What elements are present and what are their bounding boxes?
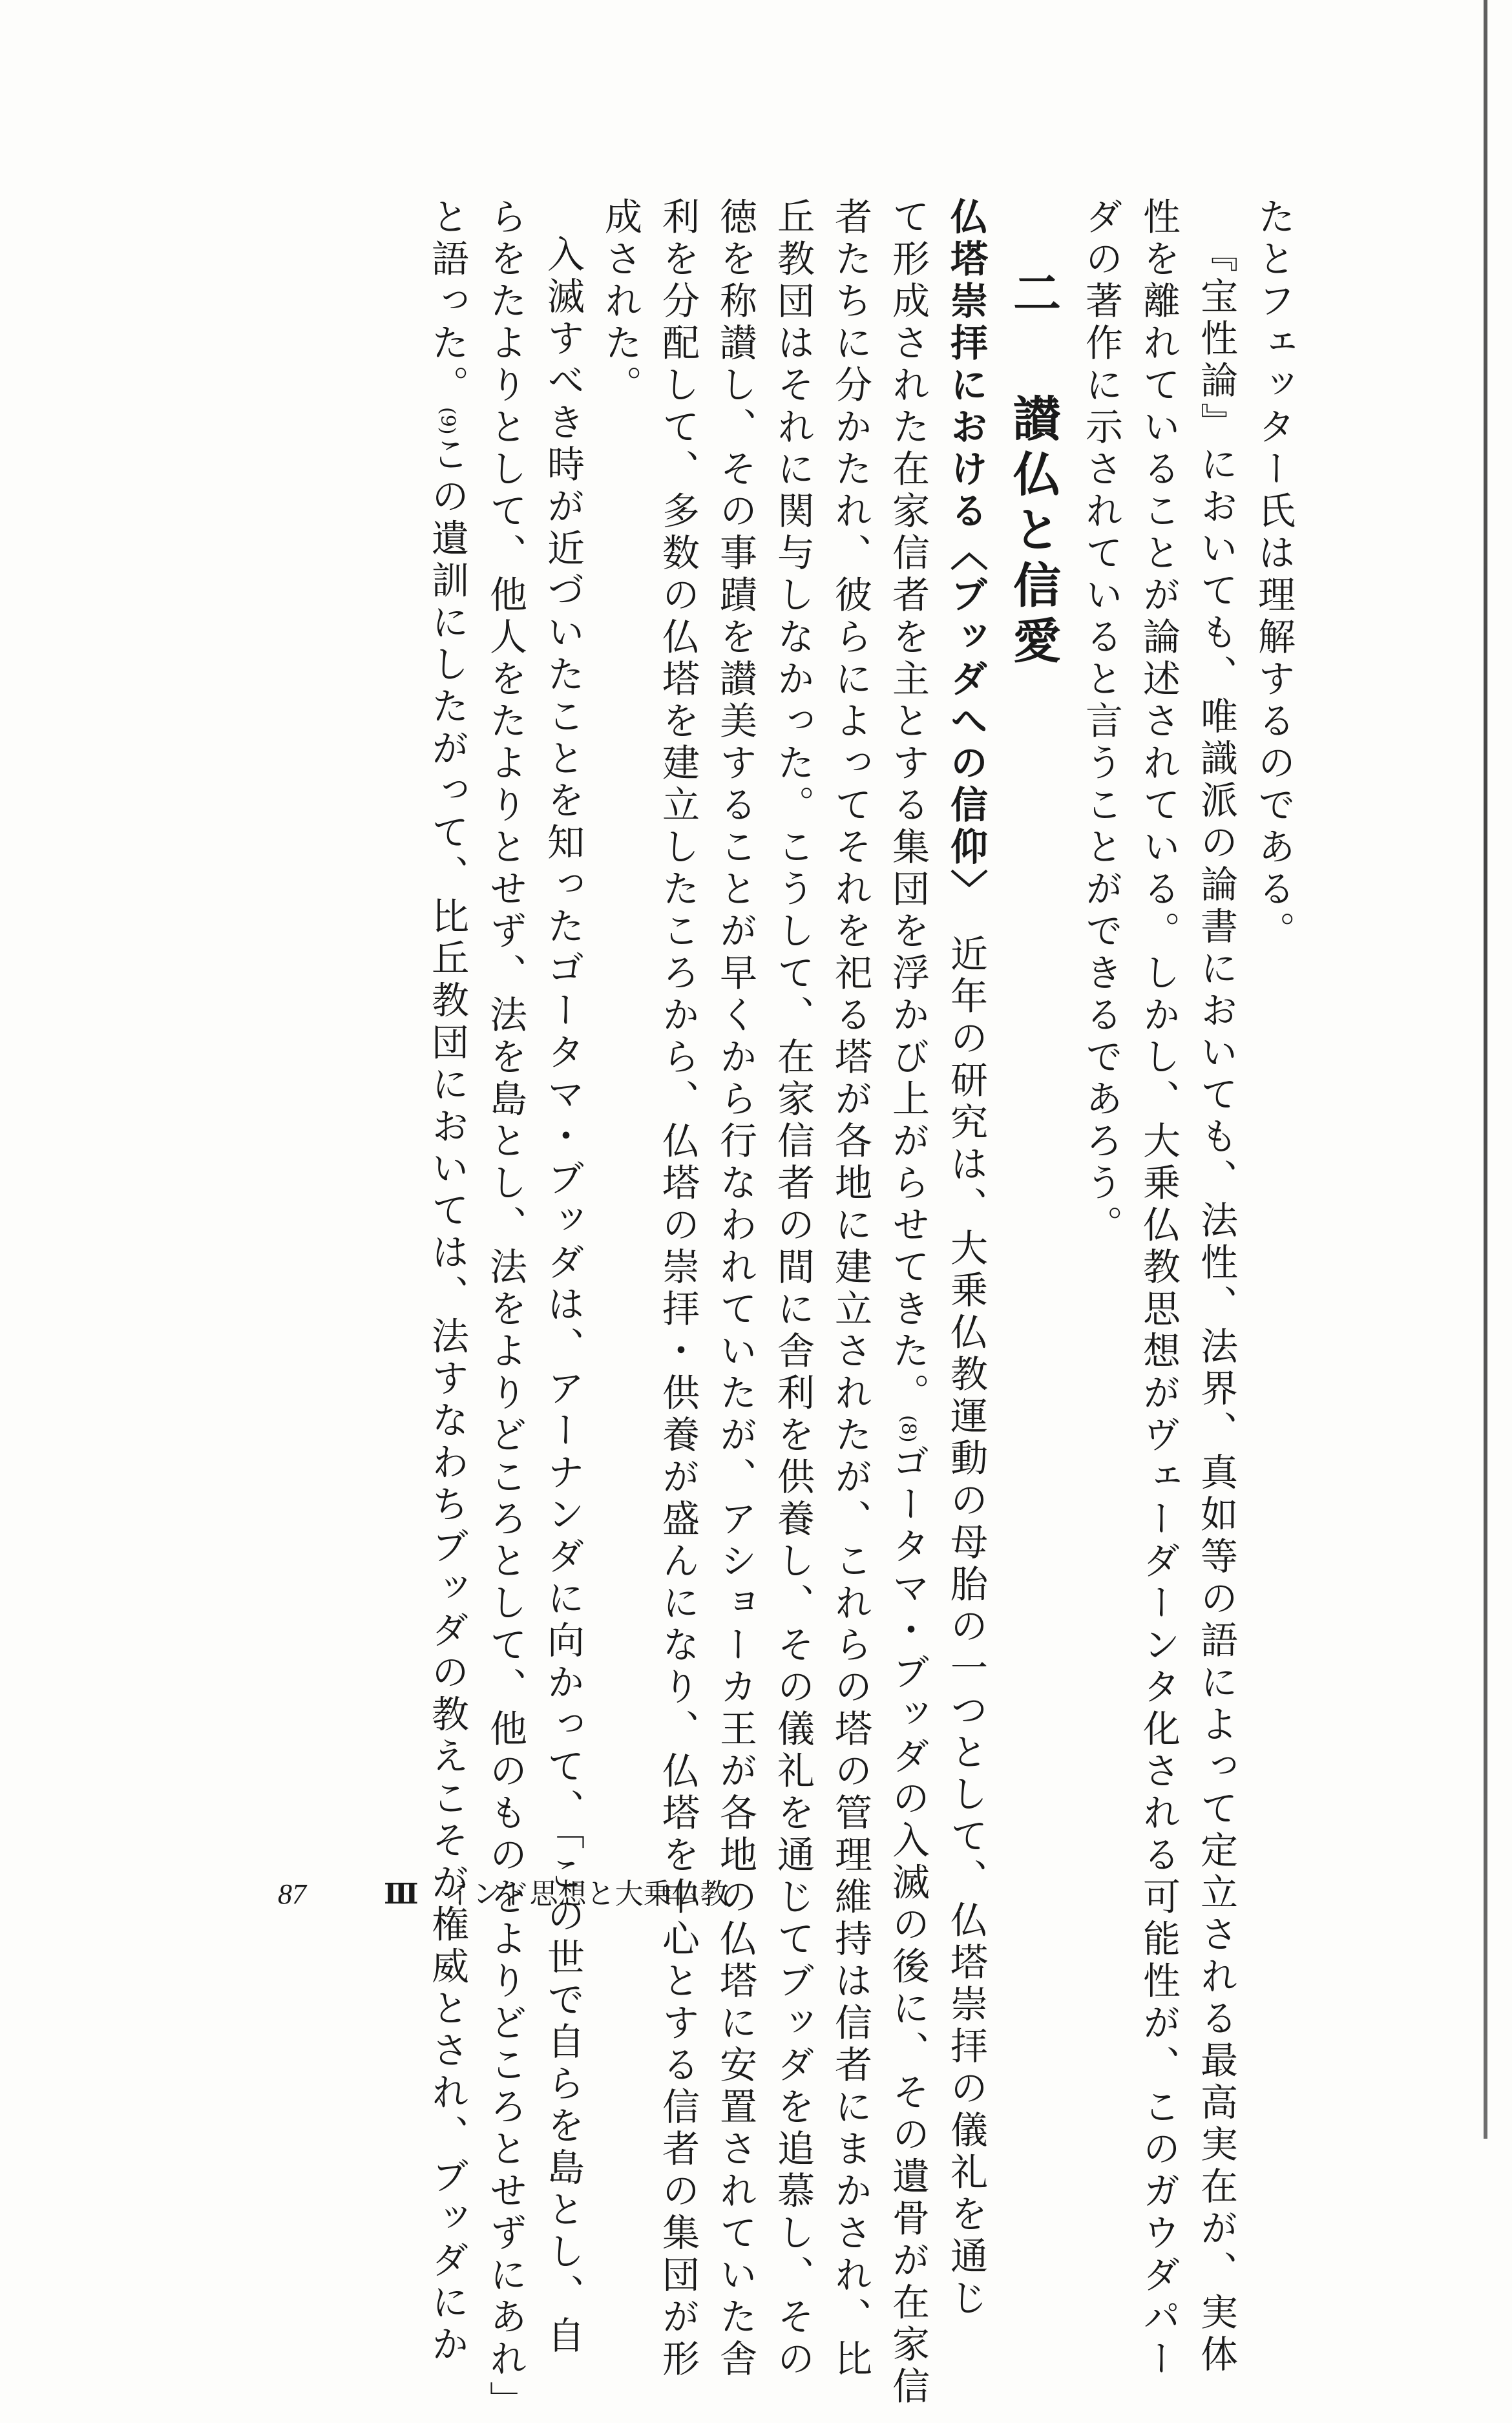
subheading: 仏塔崇拝における〈ブッダへの信仰〉: [944, 197, 988, 892]
text-line: 利を分配して、多数の仏塔を建立したころから、仏塔の崇拝・供養が盛んになり、仏塔を中心とする信者の集団が形: [656, 197, 700, 2381]
text-line: 『宝性論』においても、唯識派の論書においても、法性、法界、真如等の語によって定立される最高実在が、実体: [1194, 235, 1238, 2376]
chapter-title: インド思想と大乗仏教: [444, 1878, 729, 1911]
text-run: と語った。: [425, 197, 469, 407]
text-run: この遺訓にしたがって、比丘教団においては、法すなわちブッダの教えこそが権威とされ、ブッダにか: [425, 434, 469, 2367]
part-number: Ⅲ: [384, 1878, 419, 1911]
text-line: 成された。: [598, 197, 642, 407]
text-run: て形成された在家信者を主とする集団を浮かび上がらせてきた。: [886, 197, 930, 1415]
text-line: たとフェッター氏は理解するのである。: [1252, 197, 1296, 953]
text-line: [879, 197, 937, 2409]
page-edge-shadow: [1484, 0, 1487, 2139]
text-run: ゴータマ・ブッダの入滅の後に、その遺骨が在家信: [886, 1442, 930, 2409]
text-line: 丘教団はそれに関与しなかった。こうして、在家信者の間に舎利を供養し、その儀礼を通じてブッダを追慕し、その: [771, 197, 815, 2381]
text-line: [418, 197, 476, 2367]
section-title: 讃仏と信愛: [1005, 393, 1061, 671]
page-footer: [278, 1871, 729, 1912]
page-number: 87: [278, 1878, 306, 1910]
text-line: らをたよりとして、他人をたよりとせず、法を島とし、法をよりどころとして、他のものをよりどころとせずにあれ」: [483, 197, 527, 2423]
text-line: [937, 197, 994, 2320]
text-line: 性を離れていることが論述されている。しかし、大乗仏教思想がヴェーダーンタ化される可能性が、このガウダパー: [1137, 197, 1181, 2381]
text-line: ダの著作に示されていると言うことができるであろう。: [1079, 197, 1123, 1247]
footnote-ref: (8): [897, 1415, 919, 1443]
section-number: 二: [1005, 268, 1061, 324]
text-run: 近年の研究は、大乗仏教運動の母胎の一つとして、仏塔崇拝の儀礼を通じ: [944, 934, 988, 2320]
section-heading: [994, 197, 1072, 1890]
text-line: 者たちに分かたれ、彼らによってそれを祀る塔が各地に建立されたが、これらの塔の管理維持は信者にまかされ、比: [828, 197, 872, 2381]
text-line: 徳を称讃し、その事蹟を讃美することが早くから行なわれていたが、アショーカ王が各地の仏塔に安置されていた舎: [713, 197, 757, 2381]
footnote-ref: (9): [436, 407, 459, 435]
text-line: 入滅すべき時が近づいたことを知ったゴータマ・ブッダは、アーナンダに向かって、「この世で自らを島とし、自: [541, 235, 585, 2358]
